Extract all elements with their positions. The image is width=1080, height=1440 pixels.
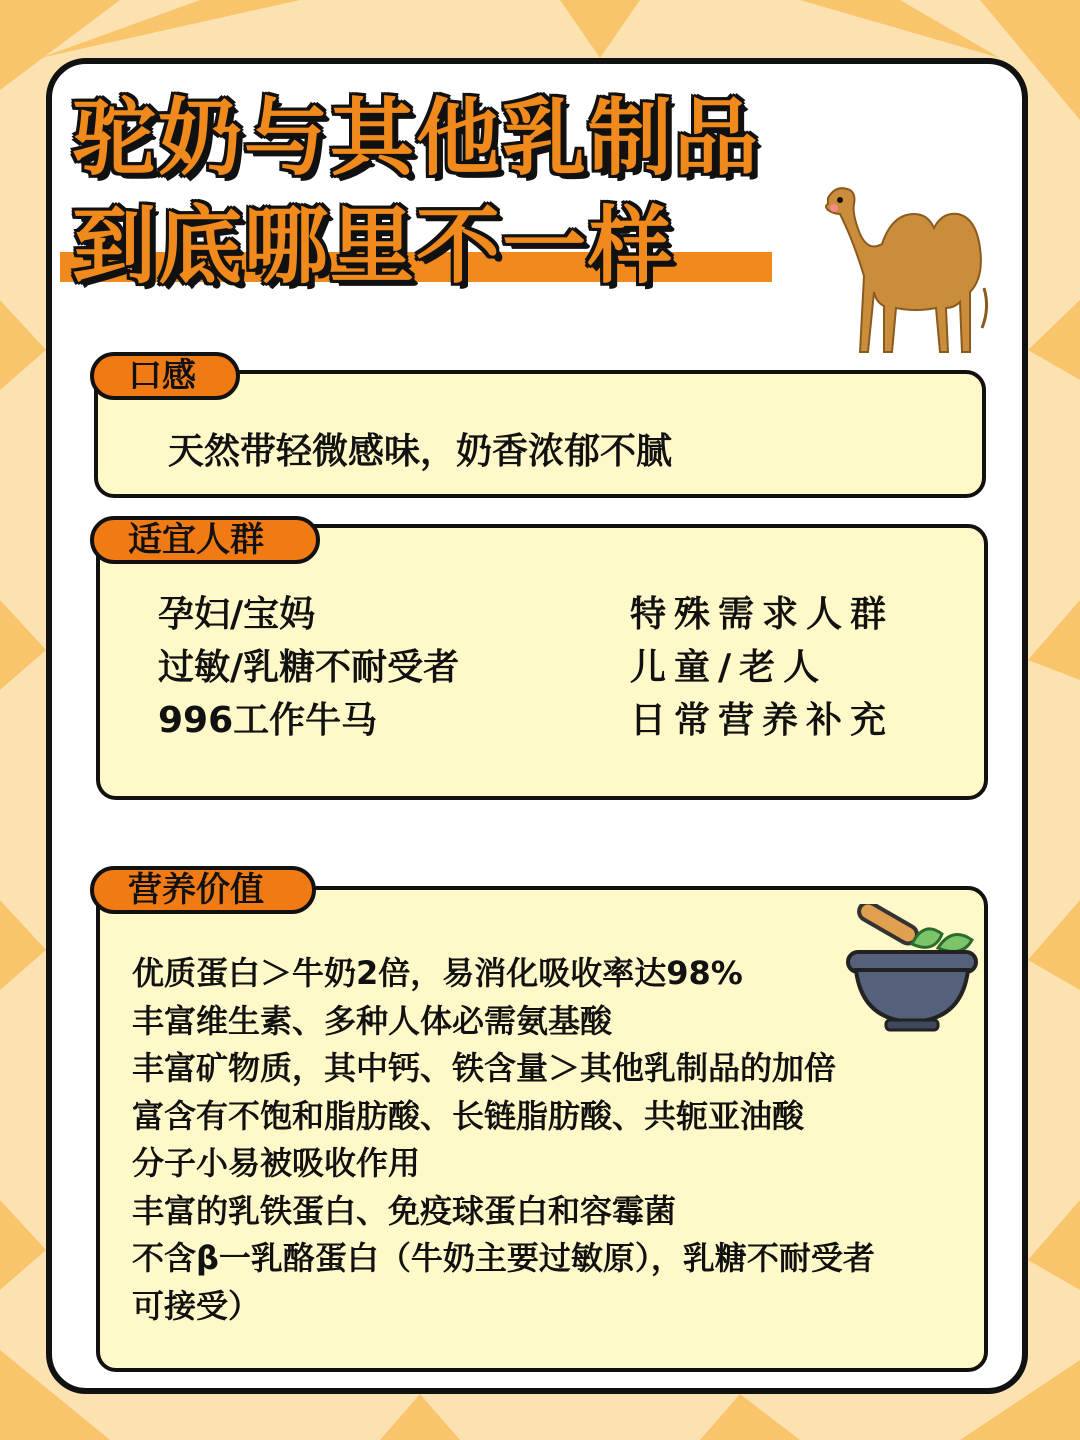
- audience-label: 适宜人群: [90, 516, 320, 564]
- nutrition-list: [132, 950, 875, 1330]
- camel-icon: [808, 178, 994, 374]
- nutrition-item: 富含有不饱和脂肪酸、长链脂肪酸、共轭亚油酸: [132, 1096, 805, 1135]
- audience-item: 特殊需求人群: [630, 594, 895, 635]
- taste-label: 口感: [90, 352, 240, 400]
- audience-item: 日常营养补充: [630, 700, 895, 741]
- audience-item: 孕妇/宝妈: [158, 594, 316, 635]
- nutrition-label: 营养价值: [90, 866, 316, 914]
- nutrition-item: 丰富矿物质，其中钙、铁含量＞其他乳制品的加倍: [132, 1049, 837, 1087]
- title-line-1: 驼奶与其他乳制品: [72, 89, 761, 187]
- nutrition-item: 可接受）: [132, 1286, 261, 1325]
- title-line-2: 到底哪里不一样: [72, 197, 675, 295]
- audience-item: 过敏/乳糖不耐受者: [158, 647, 460, 688]
- audience-list-left: [158, 588, 459, 747]
- nutrition-item: 不含β一乳酪蛋白（牛奶主要过敏原），乳糖不耐受者: [132, 1239, 875, 1277]
- nutrition-item: 分子小易被吸收作用: [132, 1144, 421, 1182]
- nutrition-item: 丰富维生素、多种人体必需氨基酸: [132, 1001, 613, 1040]
- taste-text: 天然带轻微感味，奶香浓郁不腻: [168, 431, 673, 472]
- audience-list-right: [630, 588, 894, 747]
- nutrition-item: 优质蛋白＞牛奶2倍，易消化吸收率达98%: [132, 954, 743, 992]
- audience-item: 儿童/老人: [630, 647, 828, 688]
- nutrition-item: 丰富的乳铁蛋白、免疫球蛋白和容霉菌: [132, 1191, 677, 1230]
- audience-item: 996工作牛马: [158, 700, 378, 741]
- page-title: [72, 84, 760, 300]
